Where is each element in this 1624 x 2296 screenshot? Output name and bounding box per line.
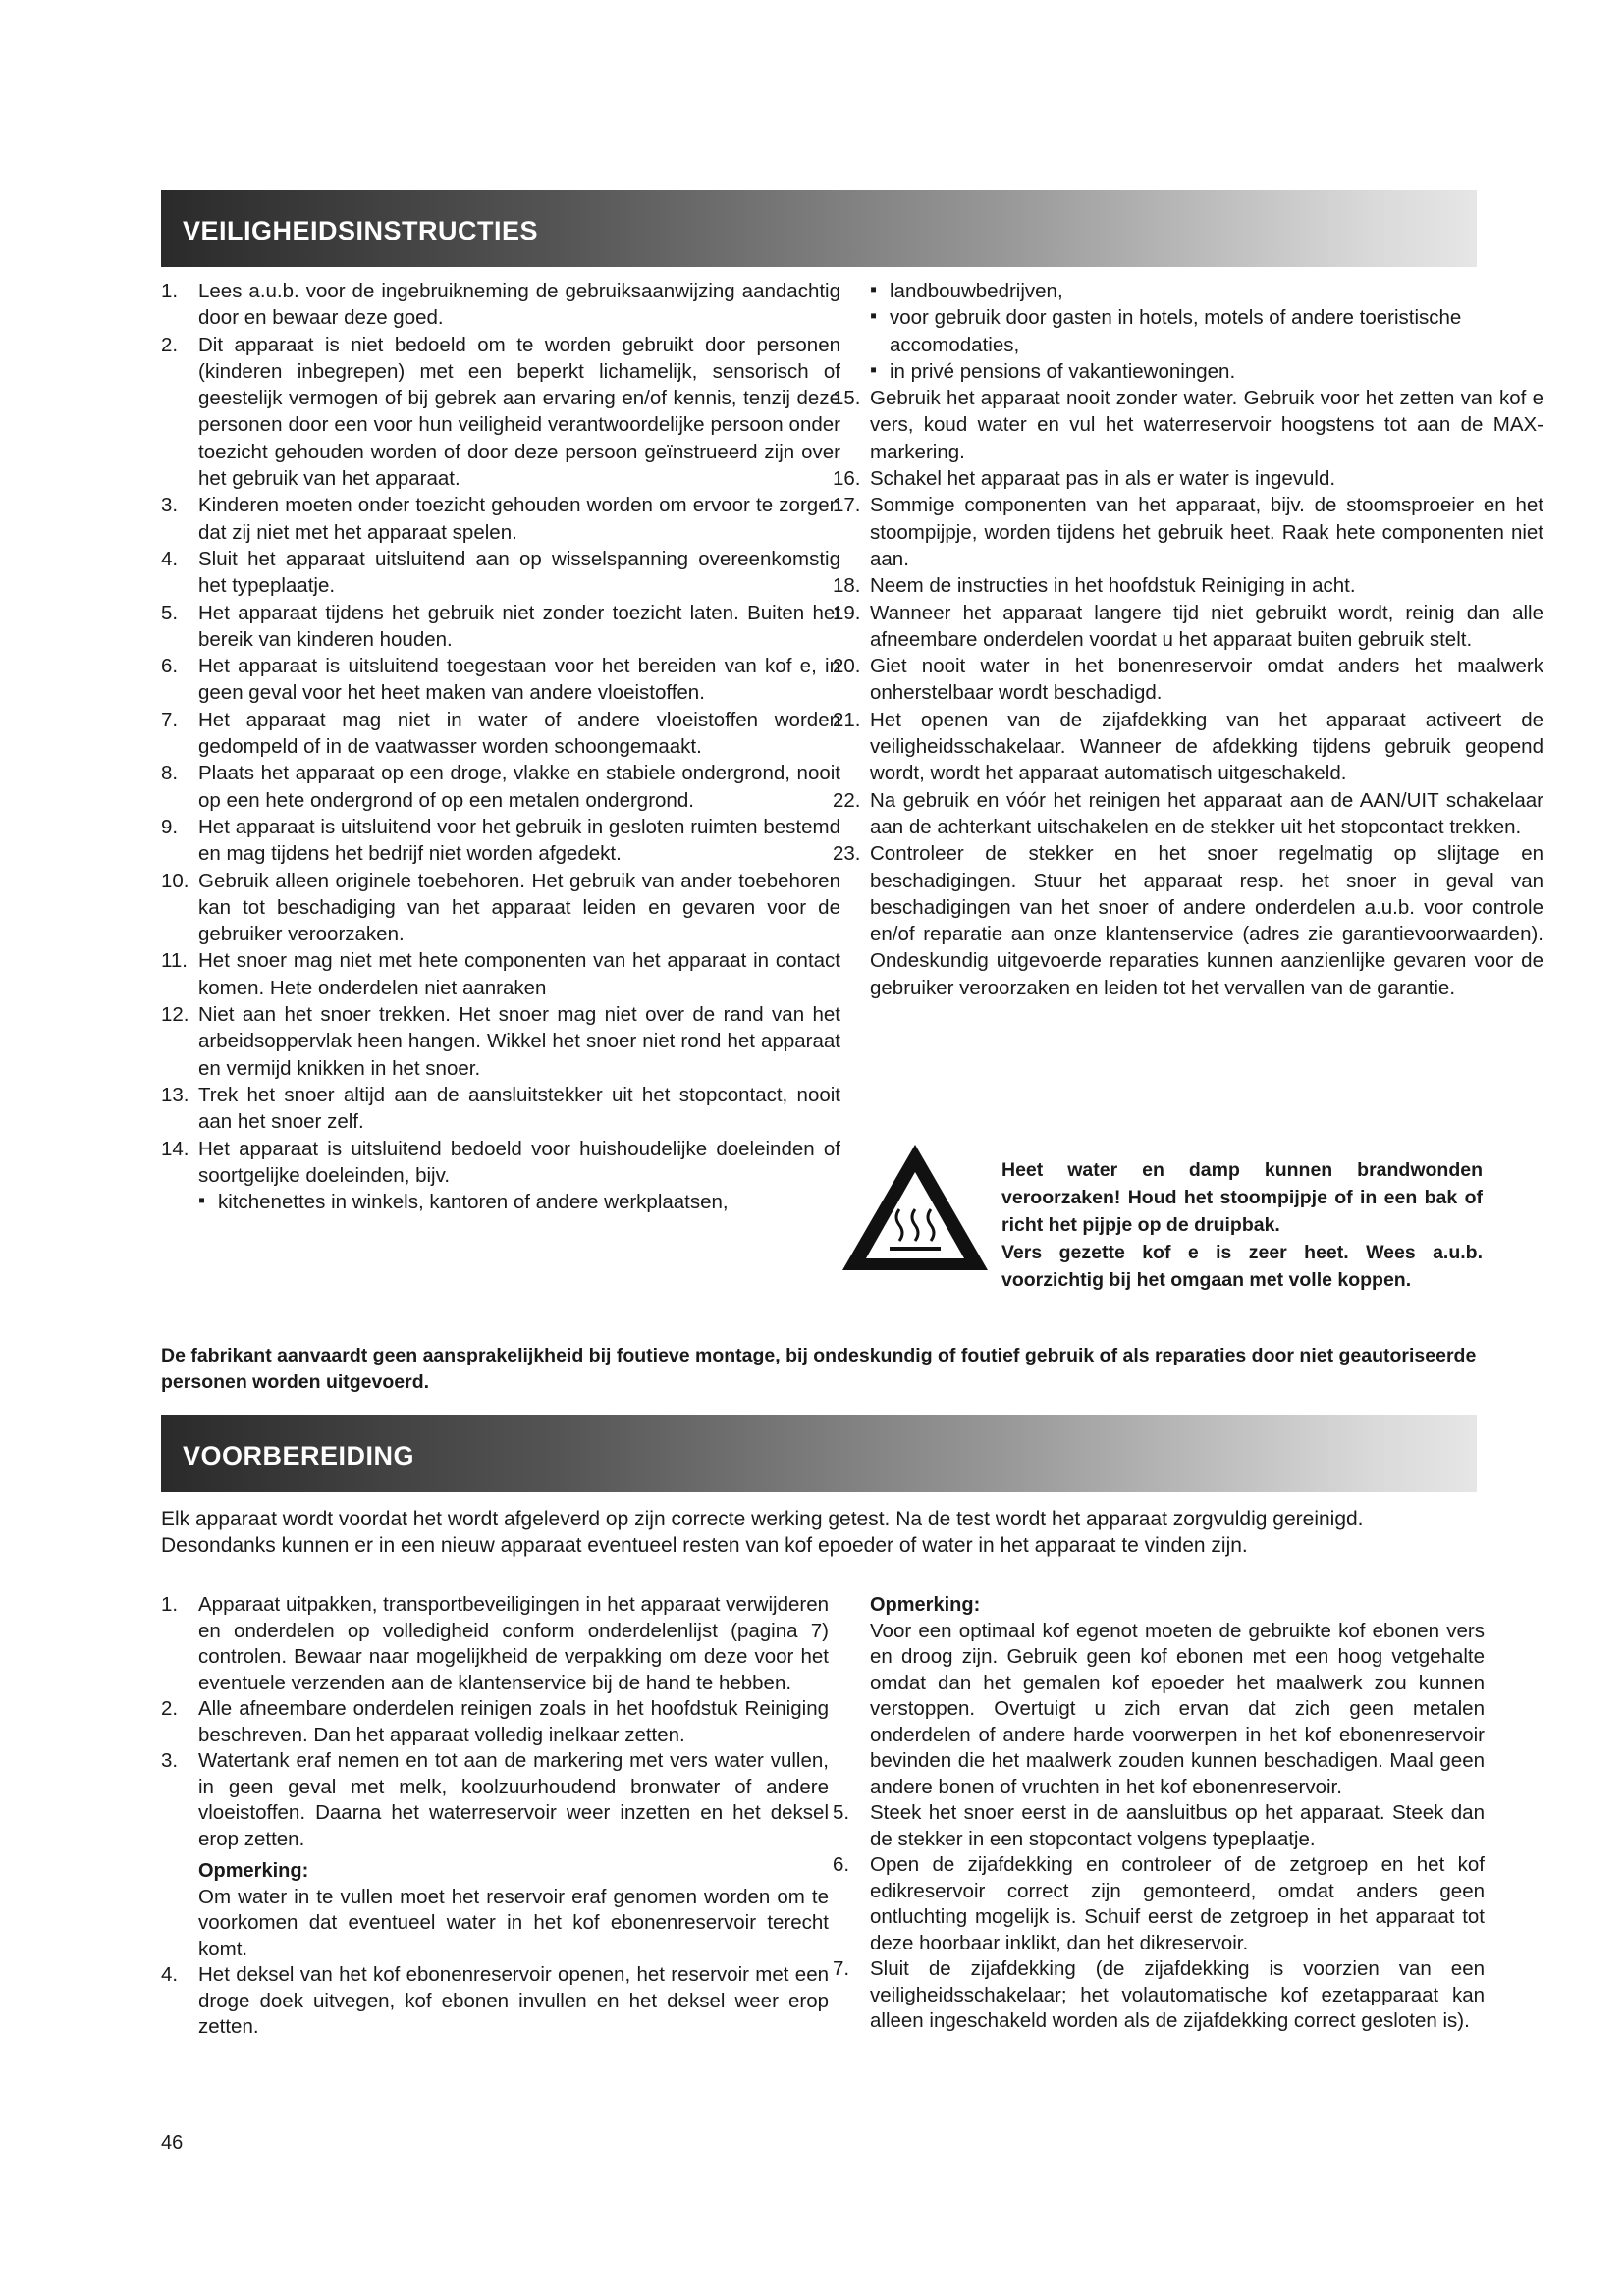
bullet-item: ▪ voor gebruik door gasten in hotels, motels of andere toeristische accomodaties, xyxy=(870,304,1543,358)
page-number: 46 xyxy=(161,2132,184,2154)
section-title: VOORBEREIDING xyxy=(183,1441,415,1470)
list-item: 21. Het openen van de zijafdekking van het apparaat activeert de veiligheidsschakelaar. Wanneer de afdekking tijdens gebruik geopend wordt, wordt het apparaat automatisch uitgeschakeld. xyxy=(833,708,1543,785)
list-item: 13. Trek het snoer altijd aan de aansluitstekker uit het stopcontact, nooit aan het snoer zelf. xyxy=(161,1083,840,1134)
section-header-voorbereiding xyxy=(161,1415,1477,1492)
list-item: 1. Lees a.u.b. voor de ingebruikneming de gebruiksaanwijzing aandachtig door en bewaar deze goed. xyxy=(161,280,840,330)
note-label: Opmerking: xyxy=(870,1594,981,1616)
list-item: 3. Kinderen moeten onder toezicht gehouden worden om ervoor te zorgen dat zij niet met het apparaat spelen. xyxy=(161,494,840,544)
list-item: 11. Het snoer mag niet met hete componenten van het apparaat in contact komen. Hete onderdelen niet aanraken xyxy=(161,949,840,999)
list-item: 6. Het apparaat is uitsluitend toegestaan voor het bereiden van kof e, in geen geval voor het heet maken van andere vloeistoffen. xyxy=(161,655,840,705)
list-item: 18. Neem de instructies in het hoofdstuk Reiniging in acht. xyxy=(833,574,1356,598)
list-item: 5. Het apparaat tijdens het gebruik niet zonder toezicht laten. Buiten het bereik van kinderen houden. xyxy=(161,601,840,651)
note-label: Opmerking: xyxy=(198,1860,309,1882)
list-item: 7. Sluit de zijafdekking (de zijafdekking is voorzien van een veiligheidsschakelaar; het volautomatische kof ezetapparaat kan alleen ingeschakeld worden als de zijafdekking correct gesloten is). xyxy=(833,1957,1485,2032)
bullet-item: ▪ kitchenettes in winkels, kantoren of andere werkplaatsen, xyxy=(198,1189,840,1215)
safety-left-column xyxy=(161,278,840,1215)
prep-left-column xyxy=(161,1592,829,2041)
list-item: 10. Gebruik alleen originele toebehoren. Het gebruik van ander toebehoren kan tot beschadiging van het apparaat leiden en gevaren voor de gebruiker veroorzaken. xyxy=(161,869,840,946)
list-item: 3. Watertank eraf nemen en tot aan de markering met vers water vullen, in geen geval met melk, koolzuurhoudend bronwater of andere vloeistoffen. Daarna het waterreservoir weer inzetten en het deksel erop zetten. xyxy=(161,1749,829,1850)
list-item: 2. Dit apparaat is niet bedoeld om te worden gebruikt door personen (kinderen inbegrepen) met een beperkt lichamelijk, sensorisch of geestelijk vermogen of bij gebrek aan ervaring en/of kennis, tenzij deze personen door een voor hun veiligheid verantwoordelijke persoon onder toezicht gehouden worden of door deze persoon geïnstrueerd zijn over het gebruik van het apparaat. xyxy=(161,333,840,491)
note-text: Voor een optimaal kof egenot moeten de gebruikte kof ebonen vers en droog zijn. Gebruik geen kof ebonen met een hoog vetgehalte omdat dan het gemalen kof epoeder het maalwerk zou kunnen verstoppen. Overtuigt u zich ervan dat zich geen metalen onderdelen of andere harde voorwerpen in het kof ebonenreservoir bevinden die het maalwerk zouden kunnen beschadigen. Maal geen andere bonen of vruchten in het kof ebonenreservoir. xyxy=(870,1619,1485,1798)
list-item: 4. Sluit het apparaat uitsluitend aan op wisselspanning overeenkomstig het typeplaatje. xyxy=(161,547,840,598)
warning-line: Vers gezette kof e is zeer heet. Wees a.u.b. voorzichtig bij het omgaan met volle koppen. xyxy=(1001,1242,1483,1291)
list-item: 19. Wanneer het apparaat langere tijd niet gebruikt wordt, reinig dan alle afneembare onderdelen voordat u het apparaat buiten gebruik stelt. xyxy=(833,601,1543,651)
list-item: 4. Het deksel van het kof ebonenreservoir openen, het reservoir met een droge doek uitvegen, kof ebonen invullen en het deksel weer erop zetten. xyxy=(161,1963,829,2038)
note-text: Om water in te vullen moet het reservoir eraf genomen worden om te voorkomen dat eventueel water in het kof ebonenreservoir terecht komt. xyxy=(198,1885,829,1960)
warning-line: Heet water en damp kunnen brandwonden veroorzaken! Houd het stoompijpje of in een bak of richt het pijpje op de druipbak. xyxy=(1001,1159,1483,1236)
list-item: 23. Controleer de stekker en het snoer regelmatig op slijtage en beschadigingen. Stuur het apparaat resp. het snoer in geval van beschadigingen van het snoer of andere onderdelen a.u.b. voor controle en/of reparatie aan onze klantenservice (adres zie garantievoorwaarden). Ondeskundig uitgevoerde reparaties kunnen aanzienlijke gevaren voor de gebruiker veroorzaken en leiden tot het vervallen van de garantie. xyxy=(833,842,1543,999)
section-title: VEILIGHEIDSINSTRUCTIES xyxy=(183,216,539,245)
list-item: 22. Na gebruik en vóór het reinigen het apparaat aan de AAN/UIT schakelaar aan de achterkant uitschakelen en de stekker uit het stopcontact trekken. xyxy=(833,788,1543,838)
list-item: 6. Open de zijafdekking en controleer of de zetgroep en het kof edikreservoir correct zijn gemonteerd, omdat anders geen ontluchting mogelijk is. Schuif eerst de zetgroep in het apparaat tot deze hoorbaar inklikt, dan het dikreservoir. xyxy=(833,1853,1485,1954)
list-item: 2. Alle afneembare onderdelen reinigen zoals in het hoofdstuk Reiniging beschreven. Dan het apparaat volledig inelkaar zetten. xyxy=(161,1697,829,1746)
list-item: 14. Het apparaat is uitsluitend bedoeld voor huishoudelijke doeleinden of soortgelijke doeleinden, bijv. xyxy=(161,1137,840,1187)
bullet-item: ▪ in privé pensions of vakantiewoningen. xyxy=(870,358,1543,385)
list-item: 15. Gebruik het apparaat nooit zonder water. Gebruik voor het zetten van kof e vers, koud water en vul het waterreservoir hoogstens tot aan de MAX-markering. xyxy=(833,387,1543,463)
list-item: 16. Schakel het apparaat pas in als er water is ingevuld. xyxy=(833,467,1336,491)
list-item: 5. Steek het snoer eerst in de aansluitbus op het apparaat. Steek dan de stekker in een stopcontact volgens typeplaatje. xyxy=(833,1801,1485,1850)
list-item: 8. Plaats het apparaat op een droge, vlakke en stabiele ondergrond, nooit op een hete ondergrond of op een metalen ondergrond. xyxy=(161,762,840,812)
hot-surface-warning-icon xyxy=(837,1139,994,1276)
list-item: 20. Giet nooit water in het bonenreservoir omdat anders het maalwerk onherstelbaar wordt beschadigd. xyxy=(833,655,1543,705)
list-item: 9. Het apparaat is uitsluitend voor het gebruik in gesloten ruimten bestemd en mag tijdens het bedrijf niet worden afgedekt. xyxy=(161,815,840,866)
list-item: 7. Het apparaat mag niet in water of andere vloeistoffen worden gedompeld of in de vaatwasser worden schoongemaakt. xyxy=(161,708,840,759)
intro-text: Elk apparaat wordt voordat het wordt afgeleverd op zijn correcte werking getest. Na de test wordt het apparaat zorgvuldig gereinigd. Desondanks kunnen er in een nieuw apparaat eventueel resten van kof epoeder of water in het apparaat te vinden zijn. xyxy=(161,1508,1364,1557)
list-item: 12. Niet aan het snoer trekken. Het snoer mag niet over de rand van het arbeidsoppervlak heen hangen. Wikkel het snoer niet rond het apparaat en vermijd knikken in het snoer. xyxy=(161,1003,840,1080)
prep-right-column xyxy=(833,1592,1485,2035)
safety-right-column xyxy=(833,278,1543,1001)
warning-text xyxy=(1001,1156,1483,1294)
list-item: 17. Sommige componenten van het apparaat, bijv. de stoomsproeier en het stoompijpje, worden tijdens het gebruik heet. Raak hete componenten niet aan. xyxy=(833,494,1543,570)
section-header-veiligheidsinstructies xyxy=(161,190,1477,267)
bullet-item: ▪ landbouwbedrijven, xyxy=(870,278,1543,304)
disclaimer: De fabrikant aanvaardt geen aansprakelijkheid bij foutieve montage, bij ondeskundig of foutief gebruik of als reparaties door niet geautoriseerde personen worden uitgevoerd. xyxy=(161,1345,1477,1393)
list-item: 1. Apparaat uitpakken, transportbeveiligingen in het apparaat verwijderen en onderdelen op volledigheid conform onderdelenlijst (pagina 7) controlen. Bewaar naar mogelijkheid de verpakking om deze voor het eventuele verzenden aan de klantenservice bij de hand te hebben. xyxy=(161,1593,829,1694)
